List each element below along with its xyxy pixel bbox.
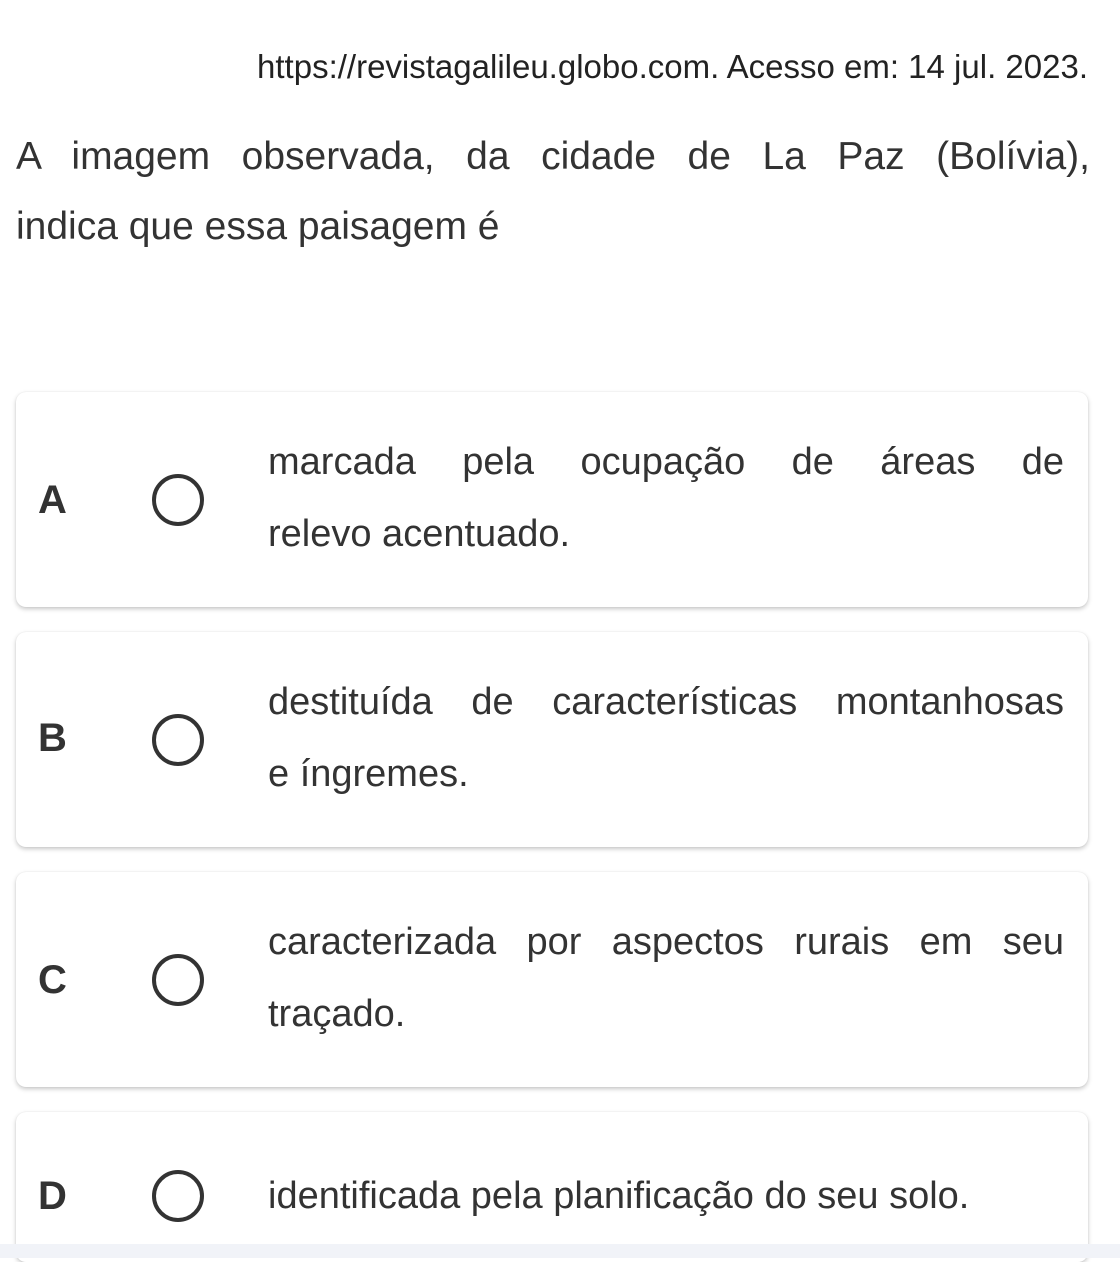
radio-circle-icon[interactable] [152,1170,204,1222]
radio-circle-icon[interactable] [152,714,204,766]
option-text-line-1: caracterizada por aspectos rurais em seu [268,921,1064,963]
option-text-line-1: marcada pela ocupação de áreas de [268,441,1064,483]
option-text [268,906,1064,1050]
option-text [268,666,1064,810]
option-letter: B [38,716,67,760]
option-text [268,1160,1064,1232]
option-text-line-1: identificada pela planificação do seu solo. [268,1175,970,1217]
option-letter: C [38,958,67,1002]
answer-option-c[interactable] [16,872,1088,1087]
question-text [16,122,1090,262]
option-text [268,426,1064,570]
option-letter: A [38,478,67,522]
option-letter: D [38,1174,67,1218]
source-citation: https://revistagalileu.globo.com. Acesso em: 14 jul. 2023. [257,48,1088,85]
option-text-line-1: destituída de características montanhosas [268,681,1064,723]
option-text-line-2: traçado. [268,993,406,1035]
answer-option-b[interactable] [16,632,1088,847]
radio-circle-icon[interactable] [152,474,204,526]
answer-option-d[interactable] [16,1112,1088,1262]
option-text-line-2: e íngremes. [268,753,469,795]
question-line-1: A imagem observada, da cidade de La Paz (Bolívia), [16,135,1090,178]
answer-option-a[interactable] [16,392,1088,607]
question-line-2: indica que essa paisagem é [16,205,500,248]
option-text-line-2: relevo acentuado. [268,513,571,555]
bottom-strip [0,1244,1120,1258]
radio-circle-icon[interactable] [152,954,204,1006]
